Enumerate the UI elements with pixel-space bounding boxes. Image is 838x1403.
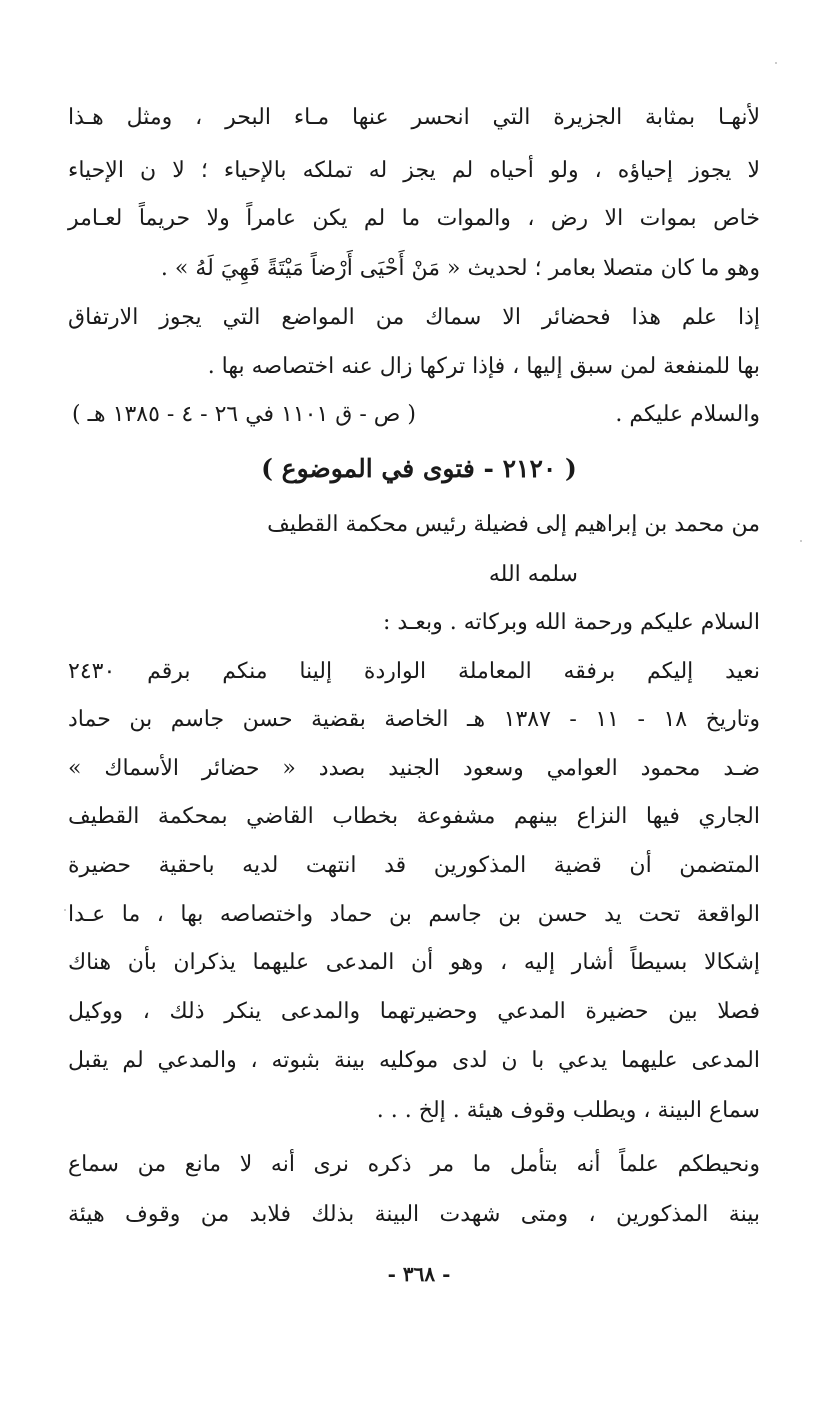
address-line: من محمد بن إبراهيم إلى فضيلة رئيس محكمة القطيف bbox=[267, 512, 760, 537]
scan-speck bbox=[64, 909, 66, 911]
text-line: بها للمنفعة لمن سبق إليها ، فإذا تركها زال عنه اختصاصه بها . bbox=[207, 354, 760, 379]
text-line: ونحيطكم علماً أنه بتأمل ما مر ذكره نرى أنه لا مانع من سماع bbox=[68, 1152, 760, 1177]
text-line: إشكالا بسيطاً أشار إليه ، وهو أن المدعى عليهما يذكران بأن هناك bbox=[68, 950, 760, 975]
scan-speck bbox=[800, 540, 802, 542]
text-line: الواقعة تحت يد حسن بن جاسم بن حماد واختصاصه بها ، ما عـدا bbox=[68, 902, 760, 927]
text-line: الجاري فيها النزاع بينهم مشفوعة بخطاب القاضي بمحكمة القطيف bbox=[68, 804, 760, 829]
text-line: إذا علم هذا فحضائر الا سماك من المواضع التي يجوز الارتفاق bbox=[68, 305, 760, 330]
text-line: خاص بموات الا رض ، والموات ما لم يكن عامراً ولا حريماً لعـامر bbox=[68, 206, 760, 231]
text-line: سماع البينة ، ويطلب وقوف هيئة . إلخ . . . bbox=[376, 1098, 760, 1123]
text-line: فصلا بين حضيرة المدعي وحضيرتهما والمدعى ينكر ذلك ، ووكيل bbox=[68, 999, 760, 1024]
text-line: وهو ما كان متصلا بعامر ؛ لحديث « مَنْ أَحْيَى أَرْضاً مَيْتَةً فَهِيَ لَهُ » . bbox=[160, 256, 760, 281]
source-reference: ( ص - ق ١١٠١ في ٢٦ - ٤ - ١٣٨٥ هـ ) bbox=[72, 402, 416, 427]
text-line: بينة المذكورين ، ومتى شهدت البينة بذلك فلابد من وقوف هيئة bbox=[68, 1202, 760, 1227]
page-number: - ٣٦٨ - bbox=[387, 1262, 451, 1286]
text-line: لا يجوز إحياؤه ، ولو أحياه لم يجز له تملكه بالإحياء ؛ لا ن الإحياء bbox=[68, 158, 760, 183]
scan-speck bbox=[775, 62, 777, 64]
text-line: ضـد محمود العوامي وسعود الجنيد بصدد « حضائر الأسماك » bbox=[68, 756, 760, 781]
closing-salutation: والسلام عليكم . bbox=[615, 402, 760, 427]
text-line: نعيد إليكم برفقه المعاملة الواردة إلينا منكم برقم ٢٤٣٠ bbox=[68, 659, 760, 684]
greeting: السلام عليكم ورحمة الله وبركاته . وبعـد : bbox=[383, 610, 760, 635]
text-line: وتاريخ ١٨ - ١١ - ١٣٨٧ هـ الخاصة بقضية حسن جاسم بن حماد bbox=[68, 707, 761, 732]
address-blessing: سلمه الله bbox=[488, 562, 578, 587]
fatwa-title: ( ٢١٢٠ - فتوى في الموضوع ) bbox=[261, 454, 577, 483]
text-line: المتضمن أن قضية المذكورين قد انتهت لديه باحقية حضيرة bbox=[68, 853, 760, 878]
text-line: لأنهـا بمثابة الجزيرة التي انحسر عنها مـاء البحر ، ومثل هـذا bbox=[68, 105, 760, 130]
text-line: المدعى عليهما يدعي با ن لدى موكليه بينة بثبوته ، والمدعي لم يقبل bbox=[68, 1048, 760, 1073]
